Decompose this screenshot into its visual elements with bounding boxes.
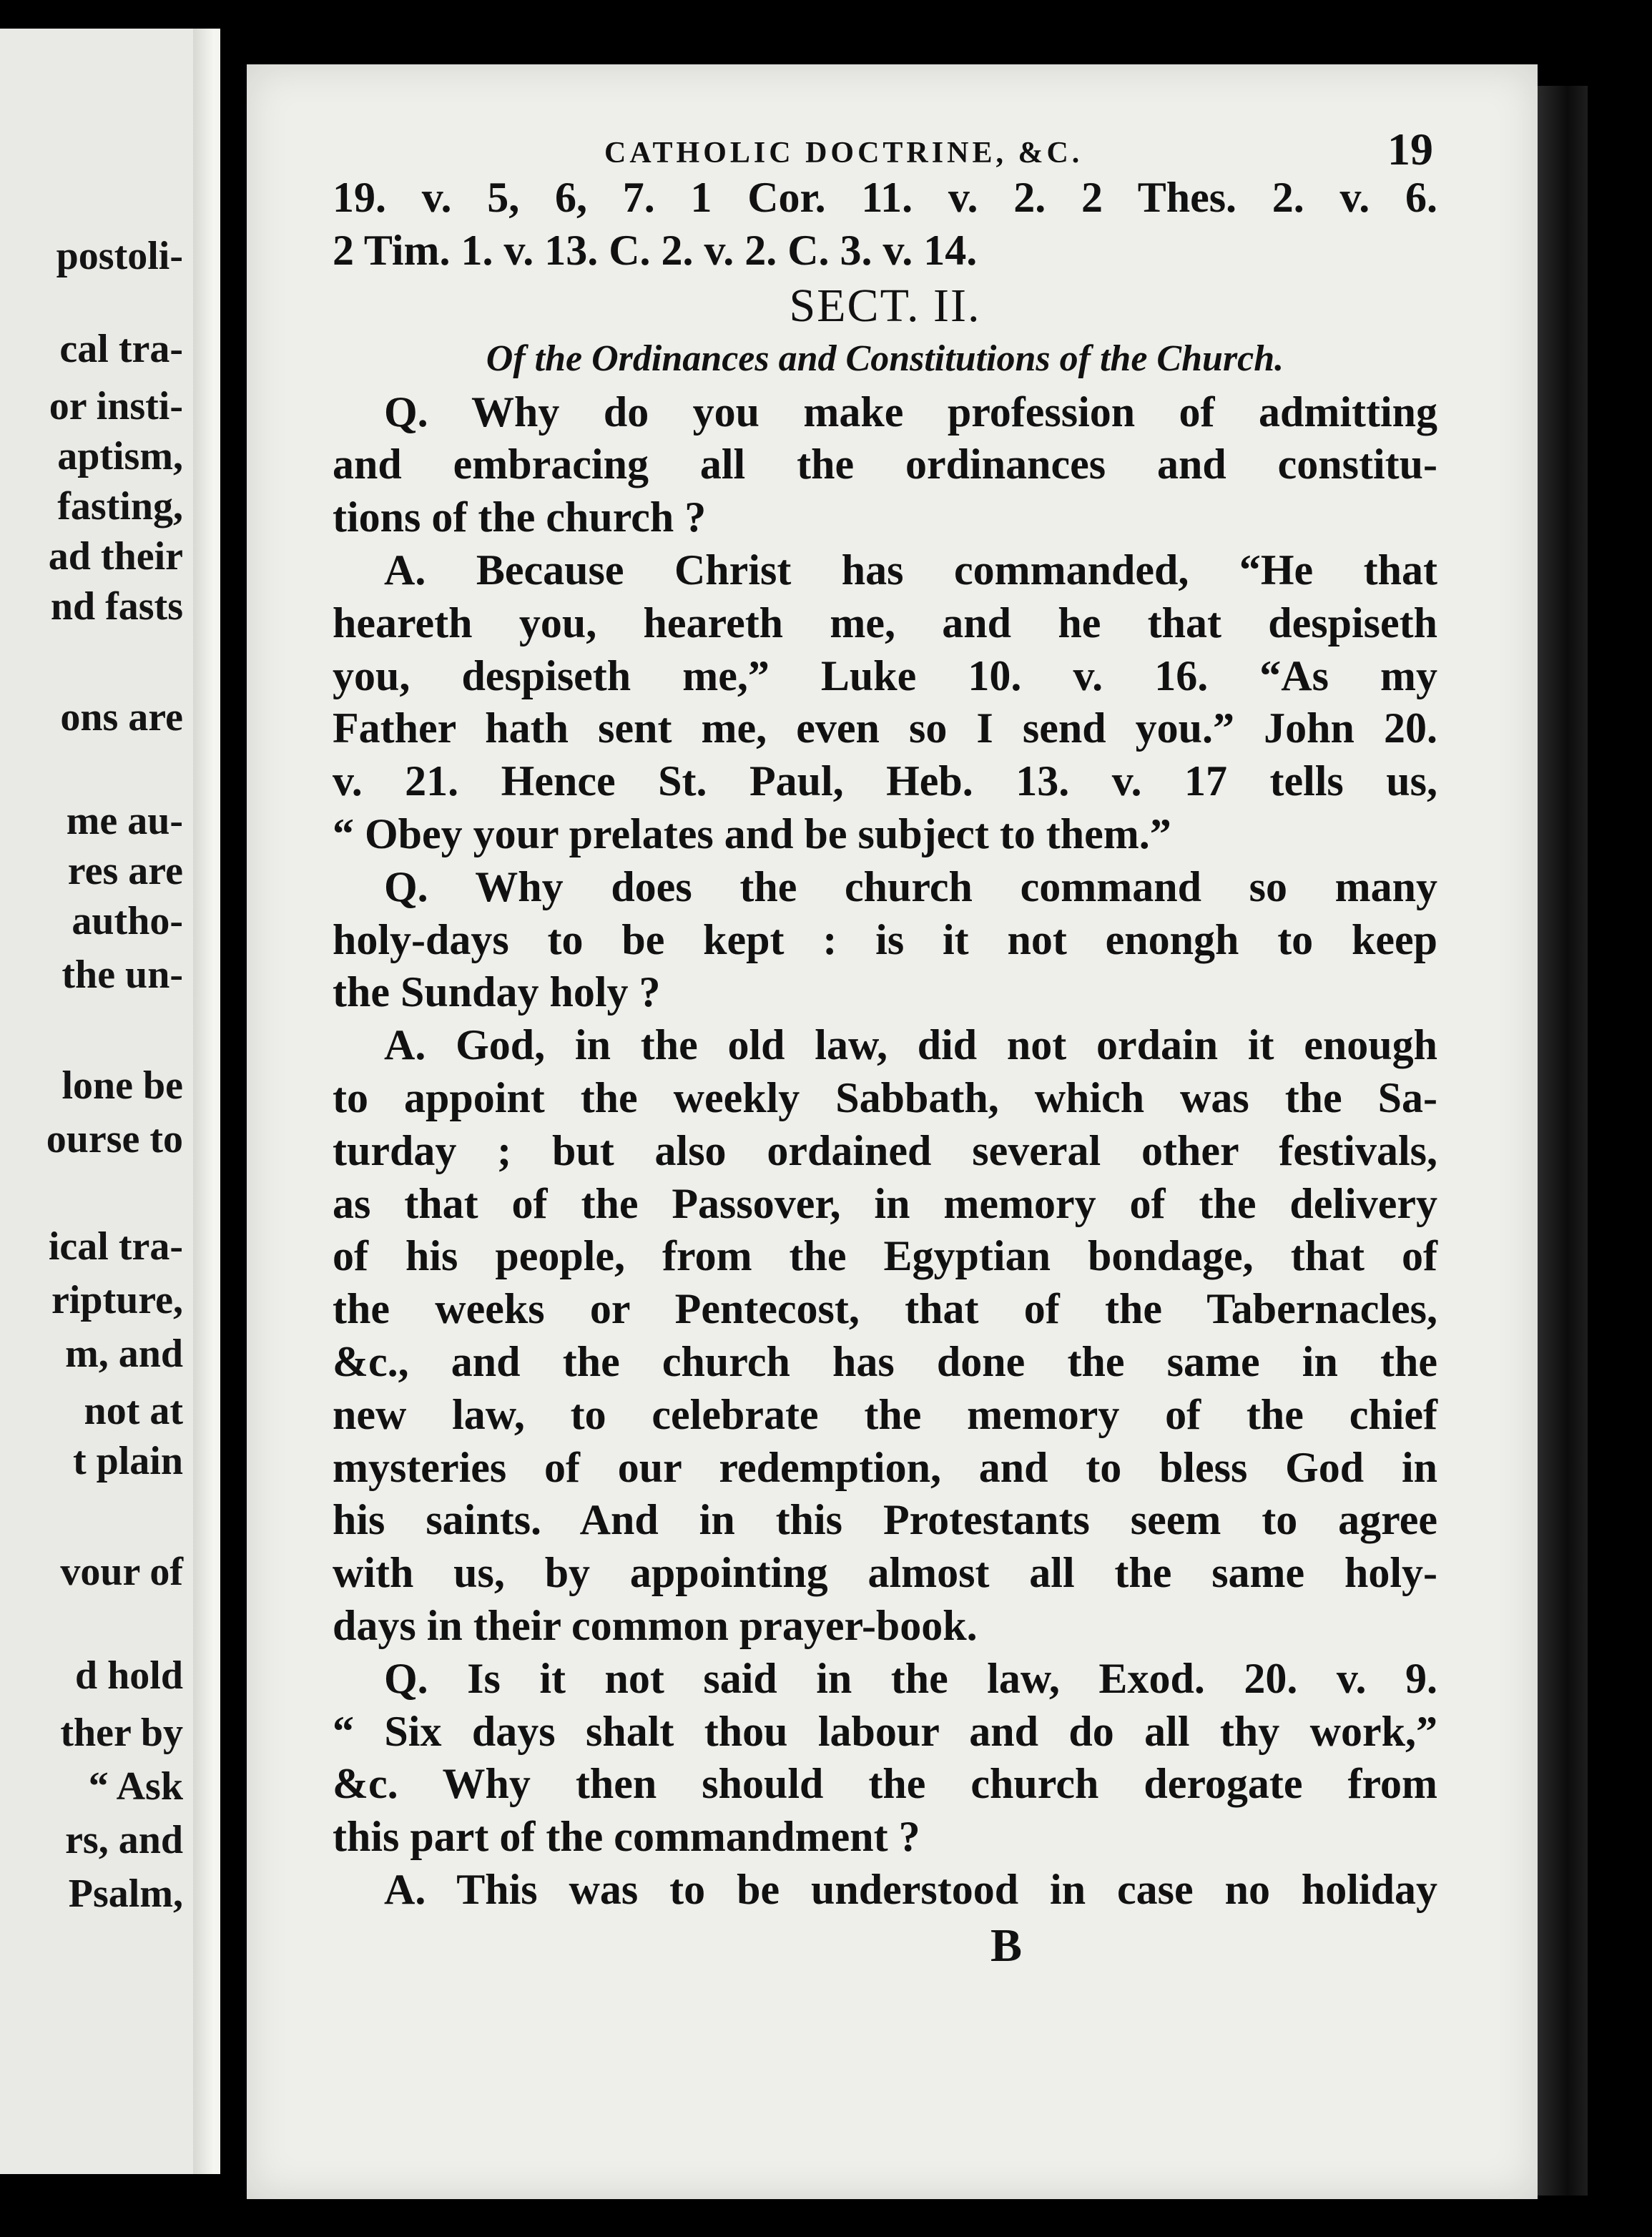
body-line: and embracing all the ordinances and constitu-	[333, 441, 1437, 488]
body-line: the Sunday holy ?	[333, 968, 661, 1016]
section-title: SECT. II.	[789, 279, 981, 332]
left-page-line: postoli-	[56, 234, 183, 278]
body-line: tions of the church ?	[333, 493, 707, 541]
body-text	[333, 386, 1437, 1917]
left-page-line: the un-	[62, 953, 183, 997]
left-page-gutter	[193, 29, 215, 2174]
body-line: Q. Why do you make profession of admitting	[384, 388, 1437, 436]
body-line: his saints. And in this Protestants seem to agree	[333, 1496, 1437, 1544]
right-page-text	[333, 107, 1437, 1971]
body-line: &c., and the church has done the same in the	[333, 1337, 1437, 1385]
body-line: you, despiseth me,” Luke 10. v. 16. “As my	[333, 652, 1437, 699]
left-page-line: not at	[84, 1389, 183, 1433]
body-line: Father hath sent me, even so I send you.” John 20.	[333, 704, 1437, 752]
left-page-line: autho-	[72, 899, 183, 943]
left-page-line: “ Ask	[88, 1764, 183, 1809]
body-line: &c. Why then should the church derogate from	[333, 1760, 1437, 1808]
left-page-line: ther by	[60, 1711, 183, 1755]
body-line: of his people, from the Egyptian bondage, that of	[333, 1232, 1437, 1280]
left-page-line: ad their	[48, 534, 183, 579]
left-page-line: t plain	[72, 1439, 183, 1483]
left-page-line: vour of	[60, 1550, 183, 1594]
body-line: to appoint the weekly Sabbath, which was the Sa-	[333, 1073, 1437, 1121]
body-line: holy-days to be kept : is it not enongh to keep	[333, 915, 1437, 963]
body-line: days in their common prayer-book.	[333, 1601, 978, 1649]
left-page-line: d hold	[75, 1653, 183, 1698]
left-page-line: ons are	[60, 695, 183, 739]
running-head-title: CATHOLIC DOCTRINE, &C.	[604, 137, 1083, 169]
section-subtitle: Of the Ordinances and Constitutions of the Church.	[486, 338, 1284, 379]
left-page-line: nd fasts	[50, 584, 183, 629]
left-page-line: ical tra-	[48, 1224, 183, 1269]
body-line: with us, by appointing almost all the same holy-	[333, 1549, 1437, 1597]
body-line: this part of the commandment ?	[333, 1813, 920, 1861]
left-page-line: lone be	[62, 1063, 183, 1108]
reference-line: 2 Tim. 1. v. 13. C. 2. v. 2. C. 3. v. 14.	[333, 226, 978, 274]
body-line: mysteries of our redemption, and to bless God in	[333, 1443, 1437, 1491]
left-page-line: fasting,	[57, 484, 183, 528]
left-page-line: m, and	[65, 1332, 183, 1376]
body-line: v. 21. Hence St. Paul, Heb. 13. v. 17 tells us,	[333, 757, 1437, 805]
body-line: Q. Why does the church command so many	[384, 862, 1437, 910]
book-edge	[1538, 86, 1588, 2196]
left-page-line: aptism,	[57, 434, 183, 478]
left-page-line: rs, and	[65, 1818, 183, 1862]
left-page-line: Psalm,	[68, 1872, 183, 1916]
body-line: heareth you, heareth me, and he that despiseth	[333, 599, 1437, 646]
running-head	[333, 107, 1437, 172]
body-line: new law, to celebrate the memory of the chief	[333, 1390, 1437, 1438]
left-page-line: ripture,	[51, 1278, 183, 1322]
left-page-line: cal tra-	[59, 327, 183, 371]
body-line: “ Obey your prelates and be subject to them.”	[333, 810, 1171, 857]
reference-line: 19. v. 5, 6, 7. 1 Cor. 11. v. 2. 2 Thes. 2. v. 6.	[333, 174, 1437, 221]
left-page-line: ourse to	[46, 1117, 183, 1161]
body-line: A. Because Christ has commanded, “He that	[384, 546, 1437, 594]
signature-mark: B	[990, 1919, 1023, 1972]
body-line: turday ; but also ordained several other festivals,	[333, 1126, 1437, 1174]
left-page-fragment	[0, 29, 220, 2174]
page-number: 19	[1387, 124, 1433, 174]
body-line: as that of the Passover, in memory of the delivery	[333, 1179, 1437, 1227]
body-line: A. This was to be understood in case no holiday	[384, 1865, 1437, 1913]
left-page-line: me au-	[66, 799, 183, 843]
left-page-line: res are	[67, 849, 183, 893]
body-line: A. God, in the old law, did not ordain it enough	[384, 1021, 1437, 1069]
body-line: “ Six days shalt thou labour and do all thy work,”	[333, 1707, 1437, 1755]
body-line: Q. Is it not said in the law, Exod. 20. v. 9.	[384, 1654, 1437, 1702]
body-line: the weeks or Pentecost, that of the Tabernacles,	[333, 1285, 1437, 1333]
left-page-line: or insti-	[49, 384, 183, 428]
